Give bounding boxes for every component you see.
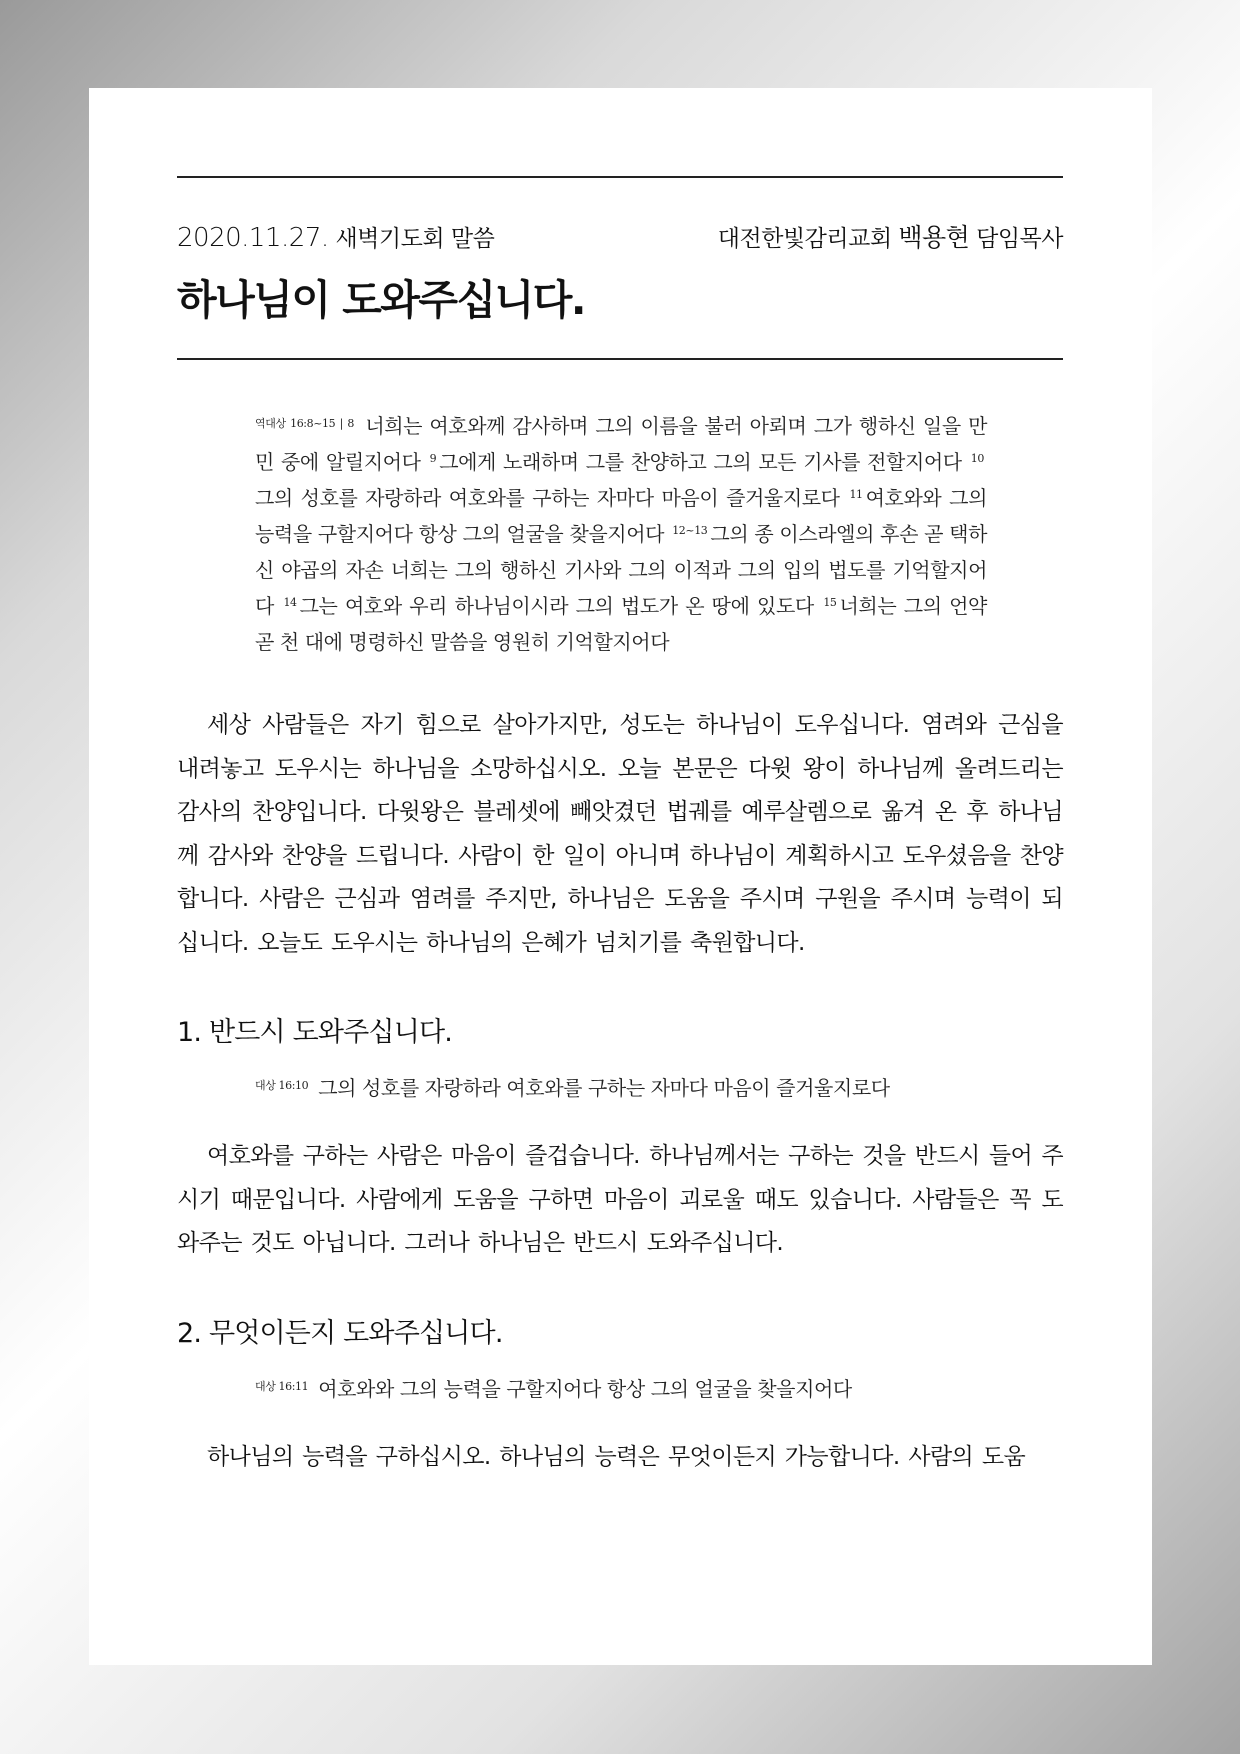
sermon-title: 하나님이 도와주십니다. (177, 276, 585, 324)
verse-text: 그의 성호를 자랑하라 여호와를 구하는 자마다 마음이 즐거울지로다 (255, 486, 840, 510)
section-verse-2 (255, 1372, 1063, 1404)
title-rule (177, 358, 1063, 360)
scripture-passage (255, 406, 987, 660)
verse-number: 15 (823, 596, 837, 609)
section-paragraph-1: 여호와를 구하는 사람은 마음이 즐겁습니다. 하나님께서는 구하는 것을 반드시 들어 주시기 때문입니다. 사람에게 도움을 구하면 마음이 괴로울 때도 있습니다. 사람들은 꼭 도와주는 것도 아닙니다. 그러나 하나님은 반드시 도와주십니다. (177, 1143, 1063, 1256)
church-name: 대전한빛감리교회 (717, 226, 892, 252)
intro-paragraph: 세상 사람들은 자기 힘으로 살아가지만, 성도는 하나님이 도우십니다. 염려와 근심을 내려놓고 도우시는 하나님을 소망하십시오. 오늘 본문은 다윗 왕이 하나님께 올려드리는 감사의 찬양입니다. 다윗왕은 블레셋에 빼앗겼던 법궤를 예루살렘으로 옮겨 온 후 하나님께 감사와 찬양을 드립니다. 사람이 한 일이 아니며 하나님이 계획하시고 도우셨음을 찬양합니다. 사람은 근심과 염려를 주지만, 하나님은 도움을 주시며 구원을 주시며 능력이 되십니다. 오늘도 도우시는 하나님의 은혜가 넘치기를 축원합니다. (177, 712, 1063, 956)
verse-number: 9 (429, 452, 437, 465)
verse-text: 너희는 여호와께 감사하며 그의 이름을 불러 아뢰며 그가 행하신 일을 만민 중에 알릴지어다 (255, 414, 987, 474)
verse-number: 10 (970, 452, 984, 465)
pastor-name: 백용현 (898, 223, 970, 252)
document-page (89, 88, 1152, 1665)
scripture-reference: 역대상 16:8~15 | 8 (255, 417, 355, 430)
verse-text: 그에게 노래하며 그를 찬양하고 그의 모든 기사를 전할지어다 (439, 450, 962, 474)
verse-number: 14 (283, 596, 297, 609)
verse-text: 여호와와 그의 능력을 구할지어다 항상 그의 얼굴을 찾을지어다 (255, 486, 987, 546)
verse-reference: 대상 16:10 (255, 1079, 309, 1092)
section-heading-2: 2. 무엇이든지 도와주십니다. (177, 1317, 503, 1349)
sermon-meta (177, 218, 1063, 254)
section-verse-1 (255, 1071, 1063, 1103)
verse-text: 그는 여호와 우리 하나님이시라 그의 법도가 온 땅에 있도다 (299, 594, 814, 618)
section-paragraph-2: 하나님의 능력을 구하십시오. 하나님의 능력은 무엇이든지 가능합니다. 사람의 도움 (207, 1443, 1026, 1470)
service-name: 새벽기도회 말씀 (335, 226, 495, 252)
verse-number: 11 (849, 488, 863, 501)
top-rule (177, 176, 1063, 178)
verse-text: 여호와와 그의 능력을 구할지어다 항상 그의 얼굴을 찾을지어다 (318, 1376, 852, 1401)
verse-number: 12~13 (672, 524, 708, 537)
sermon-date-line (177, 220, 494, 253)
page-content (177, 176, 1063, 1479)
verse-text: 너희는 그의 언약 곧 천 대에 명령하신 말씀을 영원히 기억할지어다 (255, 594, 987, 654)
verse-reference: 대상 16:11 (255, 1379, 309, 1393)
preacher-line (718, 218, 1063, 254)
sermon-date: 2020.11.27. (177, 223, 329, 253)
section-heading-1: 1. 반드시 도와주십니다. (177, 1017, 453, 1048)
verse-text: 그의 종 이스라엘의 후손 곧 택하신 야곱의 자손 너희는 그의 행하신 기사와 그의 이적과 그의 입의 법도를 기억할지어다 (255, 522, 988, 618)
pastor-title: 담임목사 (976, 226, 1063, 252)
verse-text: 그의 성호를 자랑하라 여호와를 구하는 자마다 마음이 즐거울지로다 (318, 1076, 890, 1100)
